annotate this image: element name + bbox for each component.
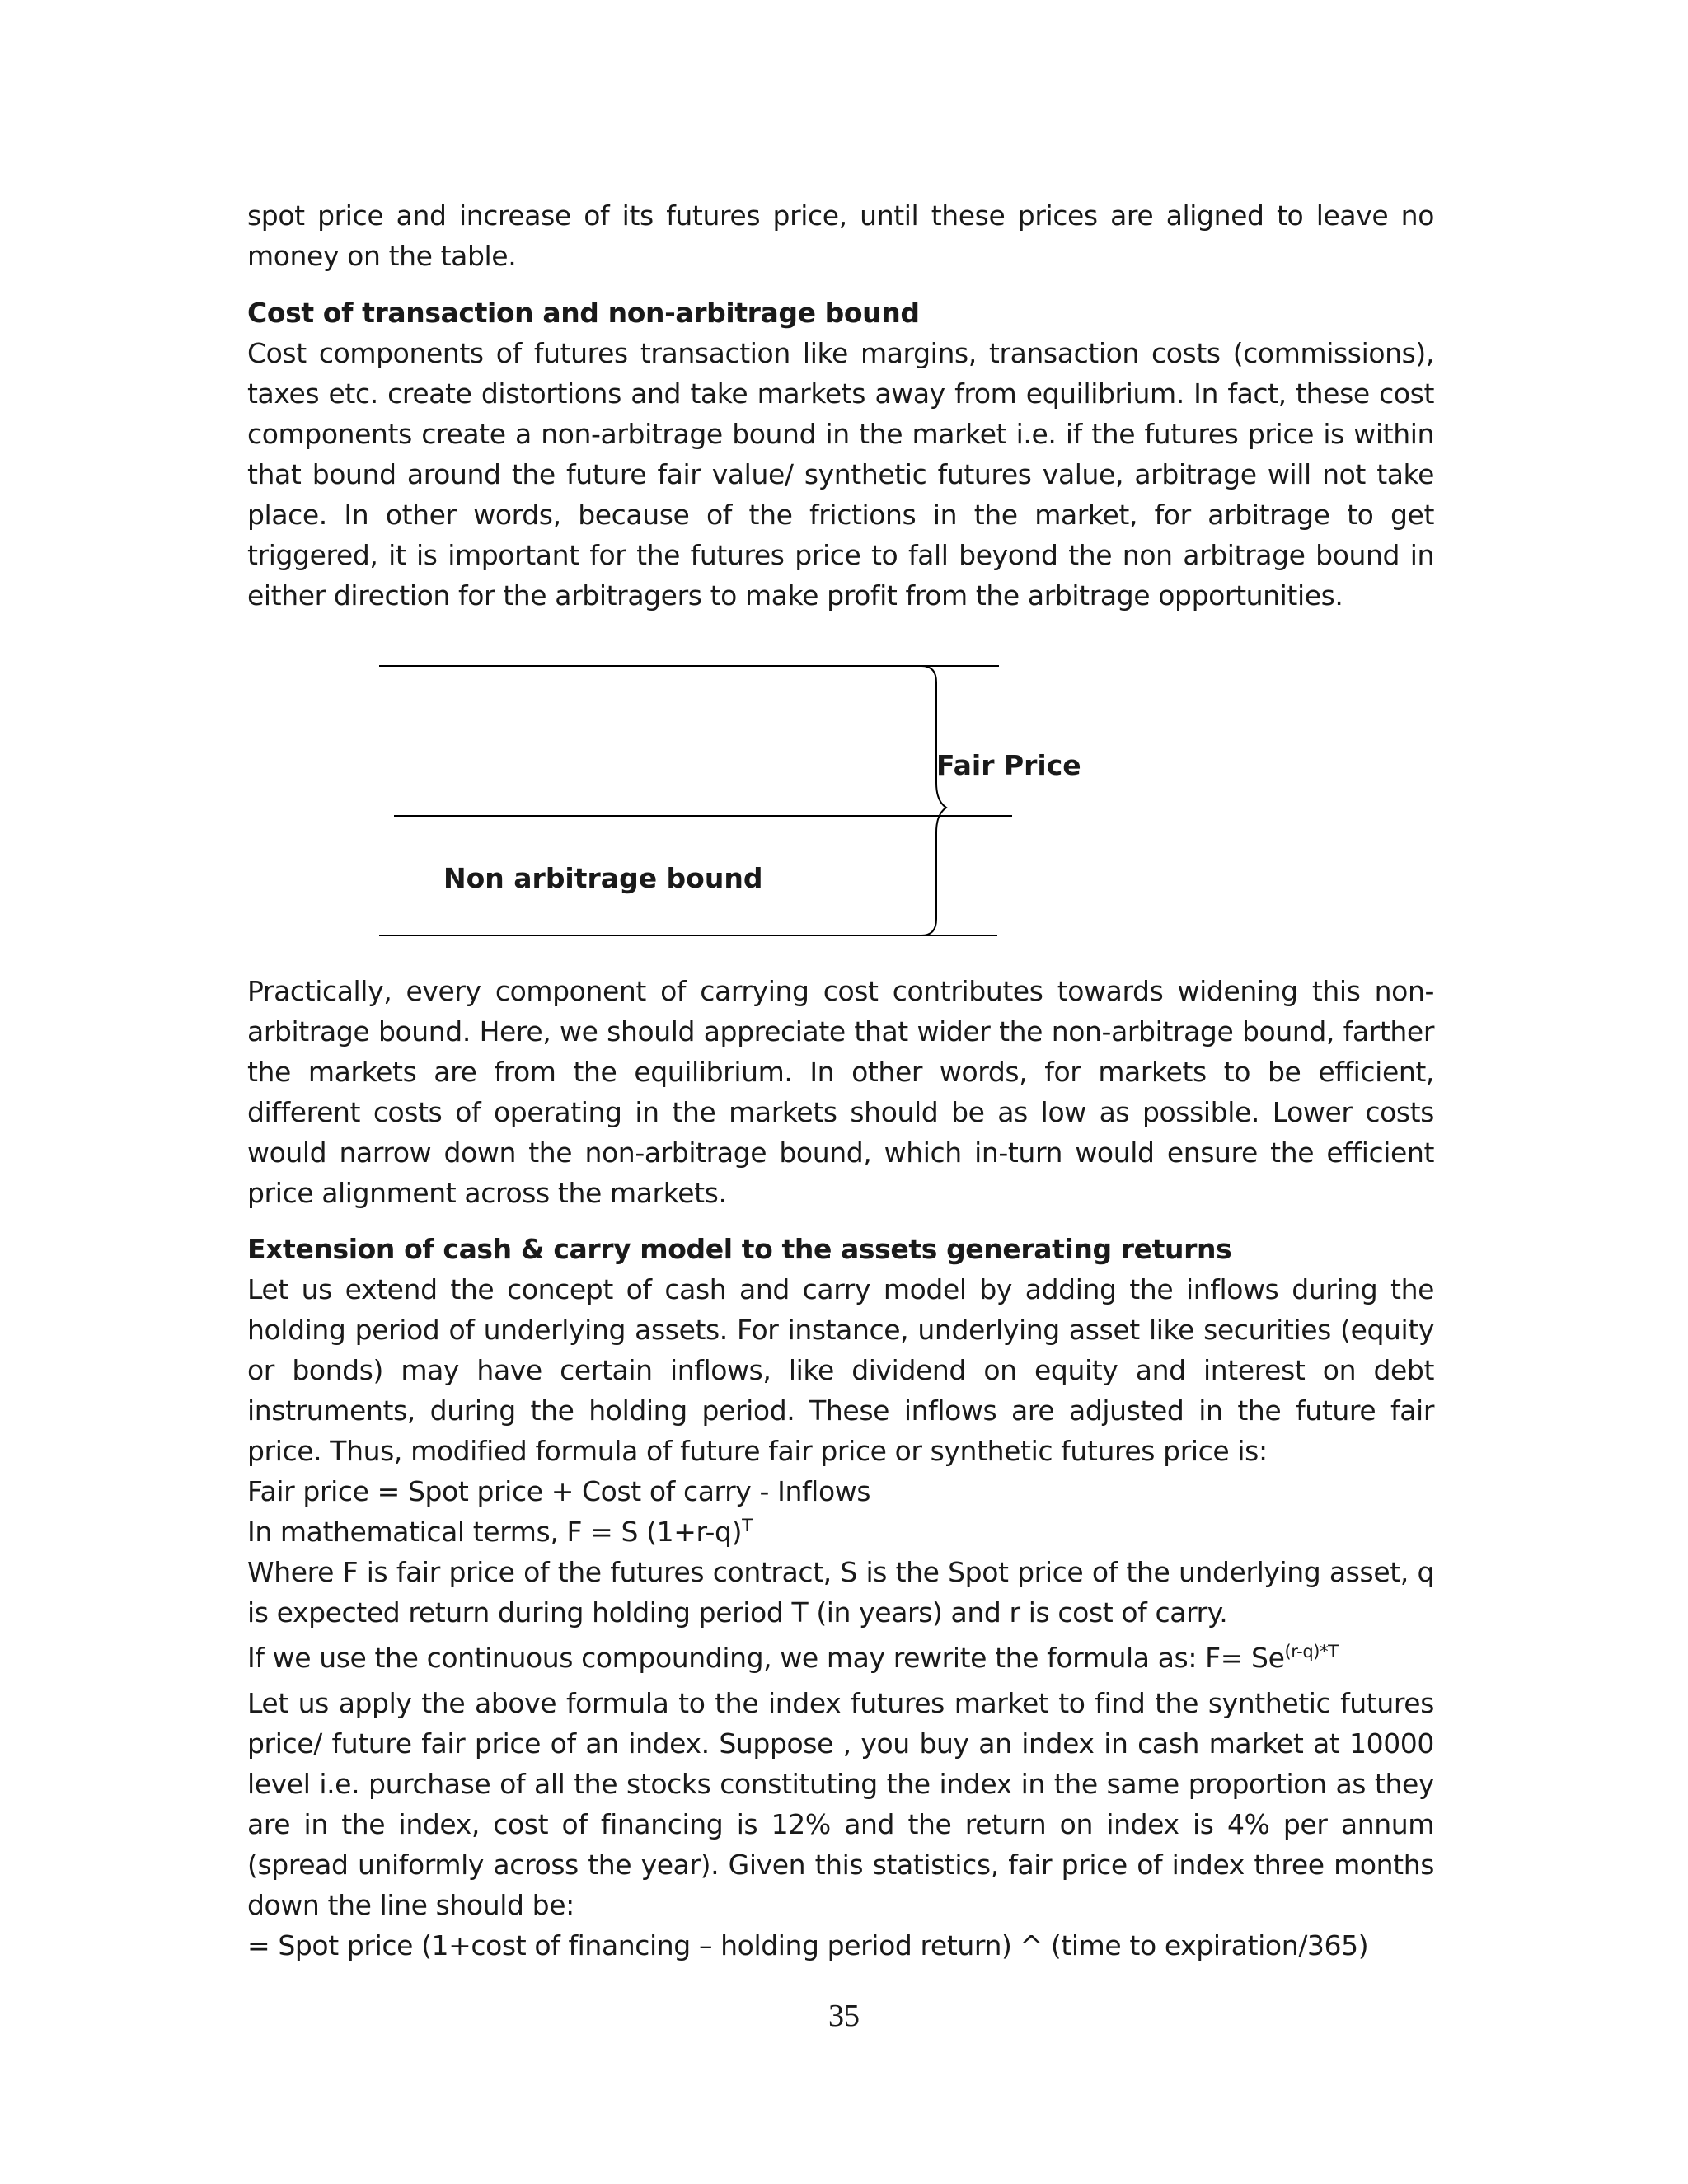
paragraph-intro-text: spot price and increase of its futures price, until these prices are aligned to leave no money on the table. bbox=[247, 199, 1434, 272]
fair-price-label: Fair Price bbox=[936, 749, 1081, 781]
heading-cost-of-transaction: Cost of transaction and non-arbitrage bound bbox=[247, 297, 920, 329]
section-extension bbox=[247, 1229, 1434, 1966]
curly-brace-icon bbox=[921, 666, 946, 935]
page-number: 35 bbox=[828, 1999, 860, 2033]
non-arbitrage-bound-label: Non arbitrage bound bbox=[443, 862, 763, 894]
paragraph-cost-components: Cost components of futures transaction like margins, transaction costs (commissions), taxes etc. create distortions and take markets away from equilibrium. In fact, these cost components create a non-arbitrage bound in the market i.e. if the futures price is within that bound around the future fair value/ synthetic futures value, arbitrage will not take place. In other words, because of the frictions in the market, for arbitrage to get triggered, it is important for the futures price to fall beyond the non arbitrage bound in either direction for the arbitragers to make profit from the arbitrage opportunities. bbox=[247, 337, 1434, 612]
paragraph-index-example: Let us apply the above formula to the index futures market to find the synthetic futures price/ future fair price of an index. Suppose , you buy an index in cash market at 10000 level i.e. purchase of all the stocks constituting the index in the same proportion as they are in the index, cost of financing is 12% and the return on index is 4% per annum (spread uniformly across the year). Given this statistics, fair price of index three months down the line should be: bbox=[247, 1687, 1434, 1921]
formula-mathematical-text: In mathematical terms, F = S (1+r-q) bbox=[247, 1516, 743, 1548]
formula-continuous-exponent: (r-q)*T bbox=[1284, 1642, 1339, 1661]
formula-mathematical-exponent: T bbox=[742, 1516, 753, 1535]
non-arbitrage-bound-diagram bbox=[0, 0, 1688, 972]
heading-extension: Extension of cash & carry model to the assets generating returns bbox=[247, 1233, 1232, 1265]
formula-index-fair-price: = Spot price (1+cost of financing – holding period return) ^ (time to expiration/365) bbox=[247, 1929, 1369, 1961]
paragraph-extension: Let us extend the concept of cash and carry model by adding the inflows during the holding period of underlying assets. For instance, underlying asset like securities (equity or bonds) may have certain inflows, like dividend on equity and interest on debt instruments, during the holding period. These inflows are adjusted in the future fair price. Thus, modified formula of future fair price or synthetic futures price is: bbox=[247, 1273, 1434, 1467]
formula-fair-price: Fair price = Spot price + Cost of carry - Inflows bbox=[247, 1475, 871, 1507]
formula-continuous-text: If we use the continuous compounding, we may rewrite the formula as: F= Se bbox=[247, 1642, 1285, 1674]
paragraph-carrying-cost-text: Practically, every component of carrying cost contributes towards widening this non-arbitrage bound. Here, we should appreciate that wider the non-arbitrage bound, farther the markets are from the equilibrium. In other words, for markets to be efficient, different costs of operating in the markets should be as low as possible. Lower costs would narrow down the non-arbitrage bound, which in-turn would ensure the efficient price alignment across the markets. bbox=[247, 975, 1434, 1209]
formula-mathematical bbox=[247, 1511, 1434, 1552]
formula-continuous bbox=[247, 1638, 1434, 1678]
paragraph-carrying-cost bbox=[247, 971, 1434, 1213]
paragraph-variable-definitions: Where F is fair price of the futures contract, S is the Spot price of the underlying asset, q is expected return during holding period T (in years) and r is cost of carry. bbox=[247, 1556, 1434, 1629]
